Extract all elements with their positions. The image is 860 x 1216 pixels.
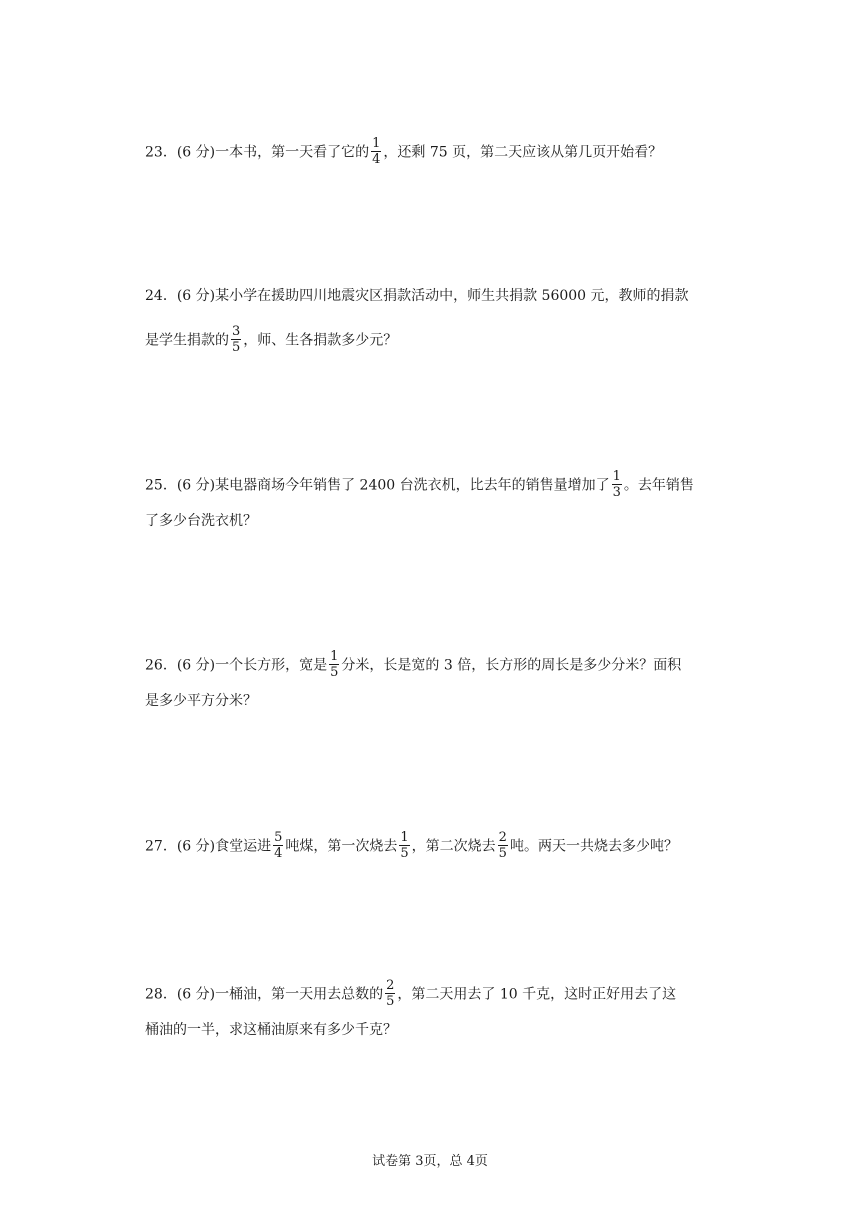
question-25-line-2 — [145, 510, 745, 532]
fraction — [612, 469, 622, 500]
question-text: 。去年销售 — [623, 477, 694, 494]
question-text: 吨。两天一共烧去多少吨？ — [509, 838, 678, 855]
question-text: 某小学在援助四川地震灾区捐款活动中，师生共捐款 56000 元，教师的捐款 — [215, 288, 689, 304]
question-text: 食堂运进 — [215, 838, 272, 855]
question-number: 26． — [145, 657, 177, 674]
question-text: 一桶油，第一天用去总数的 — [215, 986, 384, 1003]
fraction-denominator: 3 — [612, 485, 621, 500]
fraction — [231, 324, 241, 355]
question-text: ，师、生各捐款多少元？ — [243, 332, 398, 349]
question-number: 28． — [145, 986, 177, 1003]
fraction-denominator: 5 — [400, 846, 409, 861]
page-footer: 试卷第 3页，总 4页 — [372, 1154, 488, 1169]
fraction-denominator: 5 — [232, 340, 241, 355]
question-number: 23． — [145, 144, 177, 161]
question-24 — [145, 285, 745, 355]
fraction-numerator: 1 — [612, 469, 621, 484]
fraction-numerator: 2 — [386, 978, 395, 993]
fraction-denominator: 5 — [498, 846, 507, 861]
question-text: 某电器商场今年销售了 2400 台洗衣机，比去年的销售量增加了 — [215, 477, 610, 494]
fraction — [385, 978, 395, 1009]
question-points: (6 分) — [176, 657, 216, 674]
question-26-line-2 — [145, 690, 745, 712]
question-28-line-1 — [145, 978, 745, 1009]
fraction-numerator: 5 — [274, 830, 283, 845]
question-24-line-2 — [145, 324, 745, 355]
fraction-denominator: 5 — [386, 994, 395, 1009]
fraction-denominator: 5 — [330, 665, 339, 680]
question-points: (6 分) — [176, 986, 216, 1003]
question-text: 分米，长是宽的 3 倍，长方形的周长是多少分米？面积 — [341, 657, 682, 674]
question-text: ，还剩 75 页，第二天应该从第几页开始看？ — [383, 144, 663, 161]
fraction — [273, 830, 283, 861]
question-28 — [145, 979, 745, 1041]
fraction — [498, 830, 508, 861]
fraction — [399, 830, 409, 861]
question-points: (6 分) — [176, 477, 216, 494]
question-points: (6 分) — [176, 838, 216, 855]
question-text: 了多少台洗衣机？ — [145, 513, 257, 529]
question-26 — [145, 650, 745, 712]
question-text: 吨煤，第一次烧去 — [285, 838, 398, 855]
question-number: 25． — [145, 477, 177, 494]
fraction-denominator: 4 — [372, 152, 381, 167]
question-text: 是多少平方分米？ — [145, 693, 257, 709]
fraction-numerator: 1 — [400, 830, 409, 845]
question-text: ，第二次烧去 — [411, 838, 496, 855]
fraction-numerator: 1 — [372, 136, 381, 151]
question-25-line-1 — [145, 469, 745, 500]
question-points: (6 分) — [176, 288, 216, 304]
fraction-numerator: 2 — [498, 830, 507, 845]
question-text: 是学生捐款的 — [145, 332, 229, 349]
question-number: 24． — [145, 288, 177, 304]
question-28-line-2 — [145, 1019, 745, 1041]
fraction — [371, 136, 381, 167]
question-27 — [145, 830, 745, 861]
fraction-denominator: 4 — [274, 846, 283, 861]
question-text: 一本书，第一天看了它的 — [215, 144, 370, 161]
question-points: (6 分) — [176, 144, 216, 161]
fraction-numerator: 1 — [330, 649, 339, 664]
question-number: 27． — [145, 838, 177, 855]
question-23 — [145, 136, 745, 167]
question-27-line-1 — [145, 830, 745, 861]
question-text: 一个长方形，宽是 — [215, 657, 328, 674]
question-23-line-1 — [145, 136, 745, 167]
fraction-numerator: 3 — [232, 324, 241, 339]
question-text: ，第二天用去了 10 千克，这时正好用去了这 — [397, 986, 677, 1003]
question-text: 桶油的一半，求这桶油原来有多少千克？ — [145, 1022, 397, 1038]
question-26-line-1 — [145, 649, 745, 680]
question-25 — [145, 470, 745, 532]
question-24-line-1 — [145, 285, 745, 307]
fraction — [329, 649, 339, 680]
